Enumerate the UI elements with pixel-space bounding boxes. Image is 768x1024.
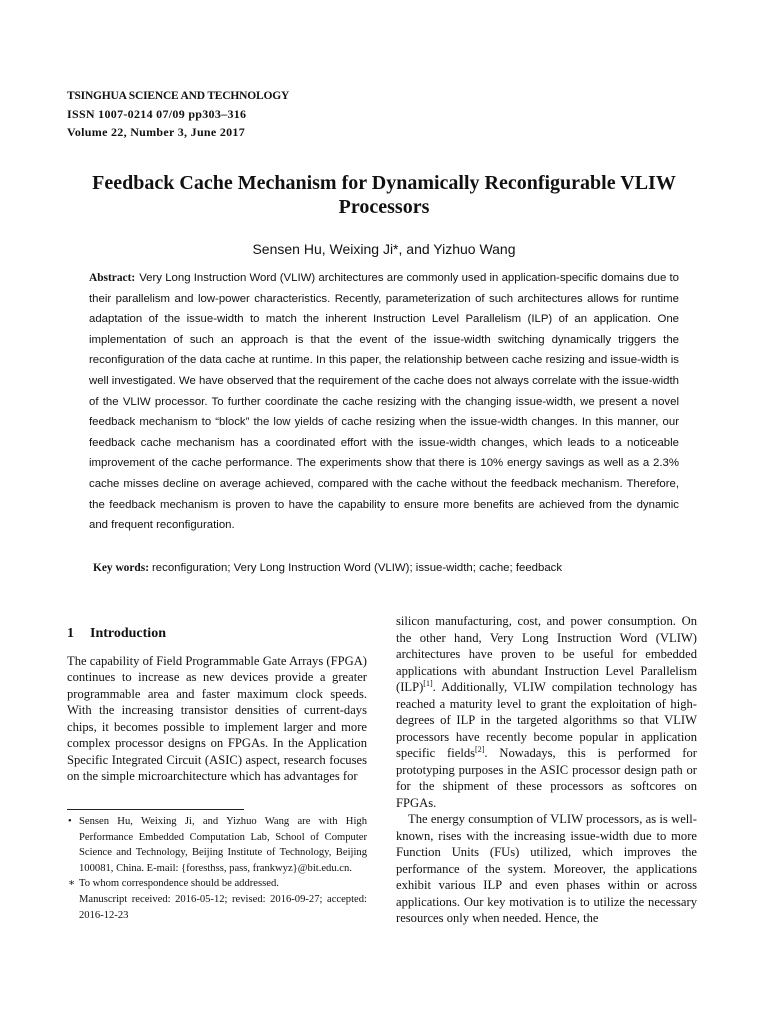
citation-ref-2[interactable]: [2]: [475, 745, 485, 754]
correspondence-text: To whom correspondence should be addressed.: [79, 878, 279, 890]
authors: Sensen Hu, Weixing Ji*, and Yizhuo Wang: [252, 241, 516, 257]
keywords: [93, 558, 679, 578]
affiliation-text: Sensen Hu, Weixing Ji, and Yizhuo Wang are with High Performance Embedded Computation Lab, School of Computer Science and Technology, Beijing Institute of Technology, Beijing 100081, China. E-mail: {foresthss, pass, frankwyz}@bit.edu.cn.: [79, 816, 367, 874]
footnote-manuscript: [67, 892, 367, 923]
issn-line: ISSN 1007-0214 07/09 pp303–316: [67, 107, 247, 121]
section-heading: [67, 626, 367, 643]
paper-title: [60, 171, 708, 219]
intro-paragraph-2: [396, 613, 697, 811]
journal-header: [67, 87, 289, 141]
keywords-text: reconfiguration; Very Long Instruction Word (VLIW); issue-width; cache; feedback: [152, 562, 563, 574]
keywords-label: Key words:: [93, 562, 149, 574]
asterisk-mark: ∗: [68, 878, 76, 890]
volume-line: Volume 22, Number 3, June 2017: [67, 125, 246, 139]
section-number: 1: [67, 626, 74, 641]
right-column: [396, 613, 697, 927]
footnote-affiliation: [67, 814, 367, 876]
manuscript-text: Manuscript received: 2016-05-12; revised: 2016-09-27; accepted: 2016-12-23: [79, 893, 367, 921]
paragraph-text: . Nowadays, this is performed for prototyping purposes in the ASIC processor design path or for the shipment of these processors as softcores on FPGAs.: [396, 746, 697, 810]
footnotes: [67, 814, 367, 923]
bullet-mark: •: [68, 816, 72, 827]
intro-paragraph-1: The capability of Field Programmable Gate Arrays (FPGA) continues to increase as new devices provide a greater programmable area and faster maximum clock speeds. With the increasing transistor densities of current-days chips, it becomes possible to implement larger and more complex processor designs on FPGAs. In the Application Specific Integrated Circuit (ASIC) aspect, research focuses on the simple microarchitecture which has advantages for: [67, 653, 367, 783]
abstract: [89, 268, 679, 536]
citation-ref-1[interactable]: [1]: [423, 679, 433, 688]
abstract-text: Very Long Instruction Word (VLIW) architectures are commonly used in application-specific domains due to their parallelism and low-power characteristics. Recently, parameterization of such architectures allows for runtime adaptation of the issue-width to match the inherent Instruction Level Parallelism (ILP) of an application. One implementation of such an approach is that the event of the issue-width switching dynamically triggers the reconfiguration of the data cache at runtime. In this paper, the relationship between cache resizing and issue-width is well investigated. We have observed that the requirement of the cache does not always correlate with the issue-width of the VLIW processor. To further coordinate the cache resizing with the changing issue-width, we present a novel feedback mechanism to “block” the low yields of cache resizing when the issue-width changes. In this manner, our feedback cache mechanism has a coordinated effort with the issue-width changes, which leads to a noticeable improvement of the cache performance. The experiments show that there is 10% energy savings as well as a 2.3% cache misses decline on average achieved, compared with the cache without the feedback mechanism. Therefore, the feedback mechanism is proven to have the capability to ensure more benefits are achieved from the dynamic and frequent reconfiguration.: [89, 272, 679, 532]
title-line-1: Feedback Cache Mechanism for Dynamically Reconfigurable VLIW: [92, 172, 676, 194]
title-line-2: Processors: [338, 196, 430, 218]
abstract-label: Abstract:: [89, 272, 136, 284]
journal-name: TSINGHUA SCIENCE AND TECHNOLOGY: [67, 90, 290, 102]
footnote-correspondence: [67, 876, 367, 892]
intro-paragraph-3: The energy consumption of VLIW processors, as is well-known, rises with the increasing issue-width due to more Function Units (FUs) utilized, which improves the performance of the system. Moreover, the applications exhibit various ILP and even phases within or across applications. Our key motivation is to utilize the necessary resources only when needed. Hence, the: [396, 812, 697, 925]
left-column: [67, 624, 367, 785]
footnote-divider: [67, 809, 244, 810]
paragraph-text: silicon manufacturing, cost, and power consumption. On the other hand, Very Long Instruction Word (VLIW) architectures have proven to be useful for embedded applications with abundant Instruction Level Parallelism (ILP): [396, 614, 697, 694]
section-title: Introduction: [90, 626, 166, 641]
paragraph-text: . Additionally, VLIW compilation technology has reached a maturity level to grant the exploitation of high-degrees of ILP in the targeted algorithms so that VLIW processors have recently become popular in application specific fields: [396, 680, 697, 760]
